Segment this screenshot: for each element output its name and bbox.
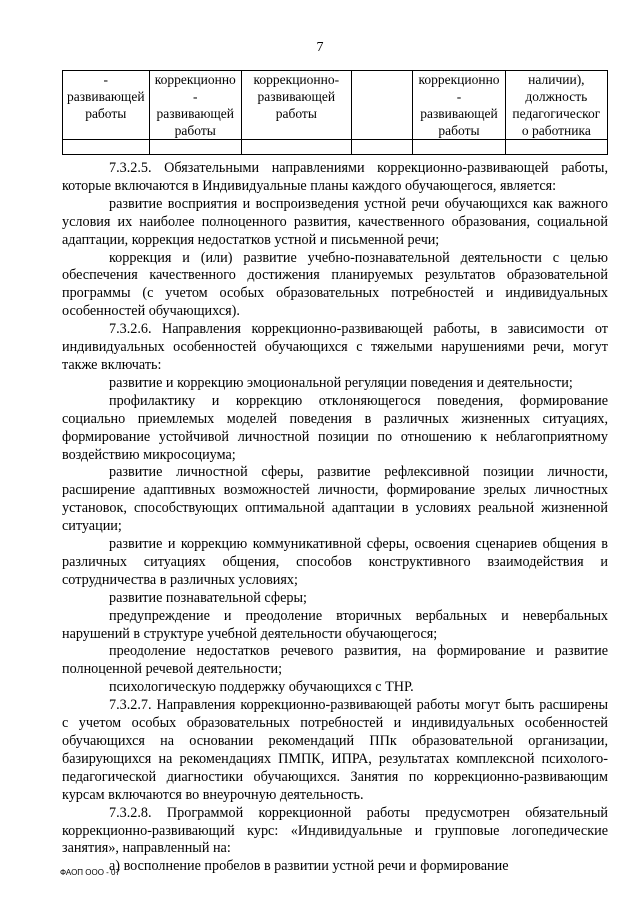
- paragraph: коррекция и (или) развитие учебно-познавательной деятельности с целью обеспечения качественного достижения планируемых результатов образовательной программы (с учетом особых образовательных потребностей и индивидуальных особенностей обучающихся).: [62, 249, 608, 320]
- table-cell: коррекционно- развивающей работы: [241, 71, 351, 140]
- paragraph: преодоление недостатков речевого развития, на формирование и развитие полноценной речевой деятельности;: [62, 643, 608, 678]
- page-number: 7: [316, 40, 324, 55]
- paragraph: развитие познавательной сферы;: [109, 589, 307, 606]
- paragraph: развитие и коррекцию коммуникативной сферы, освоения сценариев общения в различных ситуациях общения, способов конструктивного взаимодействия и сотрудничества в различных условиях;: [62, 536, 608, 588]
- table-cell: [505, 140, 607, 155]
- table-cell: [241, 140, 351, 155]
- footer-code: ФАОП ООО - 07: [60, 868, 120, 877]
- table-cell: [413, 140, 505, 155]
- paragraph: 7.3.2.7. Направления коррекционно-развивающей работы могут быть расширены с учетом особых образовательных потребностей и индивидуальных особенностей обучающихся на основании рекомендаций ППк образовательной организации, базирующихся на рекомендациях ПМПК, ИПРА, результатах комплексной психолого-педагогической диагностики обучающихся. Занятия по коррекционно-развивающим курсам включаются во внеурочную деятельность.: [62, 697, 608, 803]
- table-cell: [351, 140, 413, 155]
- paragraph: развитие и коррекцию эмоциональной регуляции поведения и деятельности;: [109, 374, 573, 391]
- paragraph: психологическую поддержку обучающихся с ТНР.: [109, 679, 414, 696]
- table-row: [63, 71, 608, 140]
- paragraph: а) восполнение пробелов в развитии устной речи и формирование: [109, 858, 509, 875]
- table-cell: наличии), должность педагогическог о работника: [505, 71, 607, 140]
- paragraph: профилактику и коррекцию отклоняющегося поведения, формирование социально приемлемых моделей поведения в различных жизненных ситуациях, формирование устойчивой личностной позиции по отношению к неблагоприятному воздействию микросоциума;: [62, 392, 608, 463]
- table-cell: коррекционно - развивающей работы: [413, 71, 505, 140]
- paragraph: предупреждение и преодоление вторичных вербальных и невербальных нарушений в структуре учебной деятельности обучающегося;: [62, 607, 608, 642]
- table-cell: - развивающей работы: [63, 71, 150, 140]
- table-cell: коррекционно - развивающей работы: [149, 71, 241, 140]
- table-cell: [63, 140, 150, 155]
- continuation-table: [62, 70, 608, 155]
- body-text: [62, 160, 608, 876]
- table-row: [63, 140, 608, 155]
- paragraph: 7.3.2.5. Обязательными направлениями коррекционно-развивающей работы, которые включаются в Индивидуальные планы каждого обучающегося, является:: [62, 160, 608, 194]
- paragraph: 7.3.2.6. Направления коррекционно-развивающей работы, в зависимости от индивидуальных особенностей обучающихся с тяжелыми нарушениями речи, могут также включать:: [62, 321, 608, 373]
- paragraph: развитие личностной сферы, развитие рефлексивной позиции личности, расширение адаптивных возможностей личности, формирование зрелых личностных установок, способствующих оптимальной адаптации в условиях реальной жизненной ситуации;: [62, 464, 608, 535]
- table-cell: [351, 71, 413, 140]
- paragraph: развитие восприятия и воспроизведения устной речи обучающихся как важного условия их наиболее полноценного развития, качественного образования, социальной адаптации, коррекция недостатков устной и письменной речи;: [62, 195, 608, 248]
- paragraph: 7.3.2.8. Программой коррекционной работы предусмотрен обязательный коррекционно-развивающий курс: «Индивидуальные и групповые логопедические занятия», направленный на:: [62, 804, 608, 857]
- table-cell: [149, 140, 241, 155]
